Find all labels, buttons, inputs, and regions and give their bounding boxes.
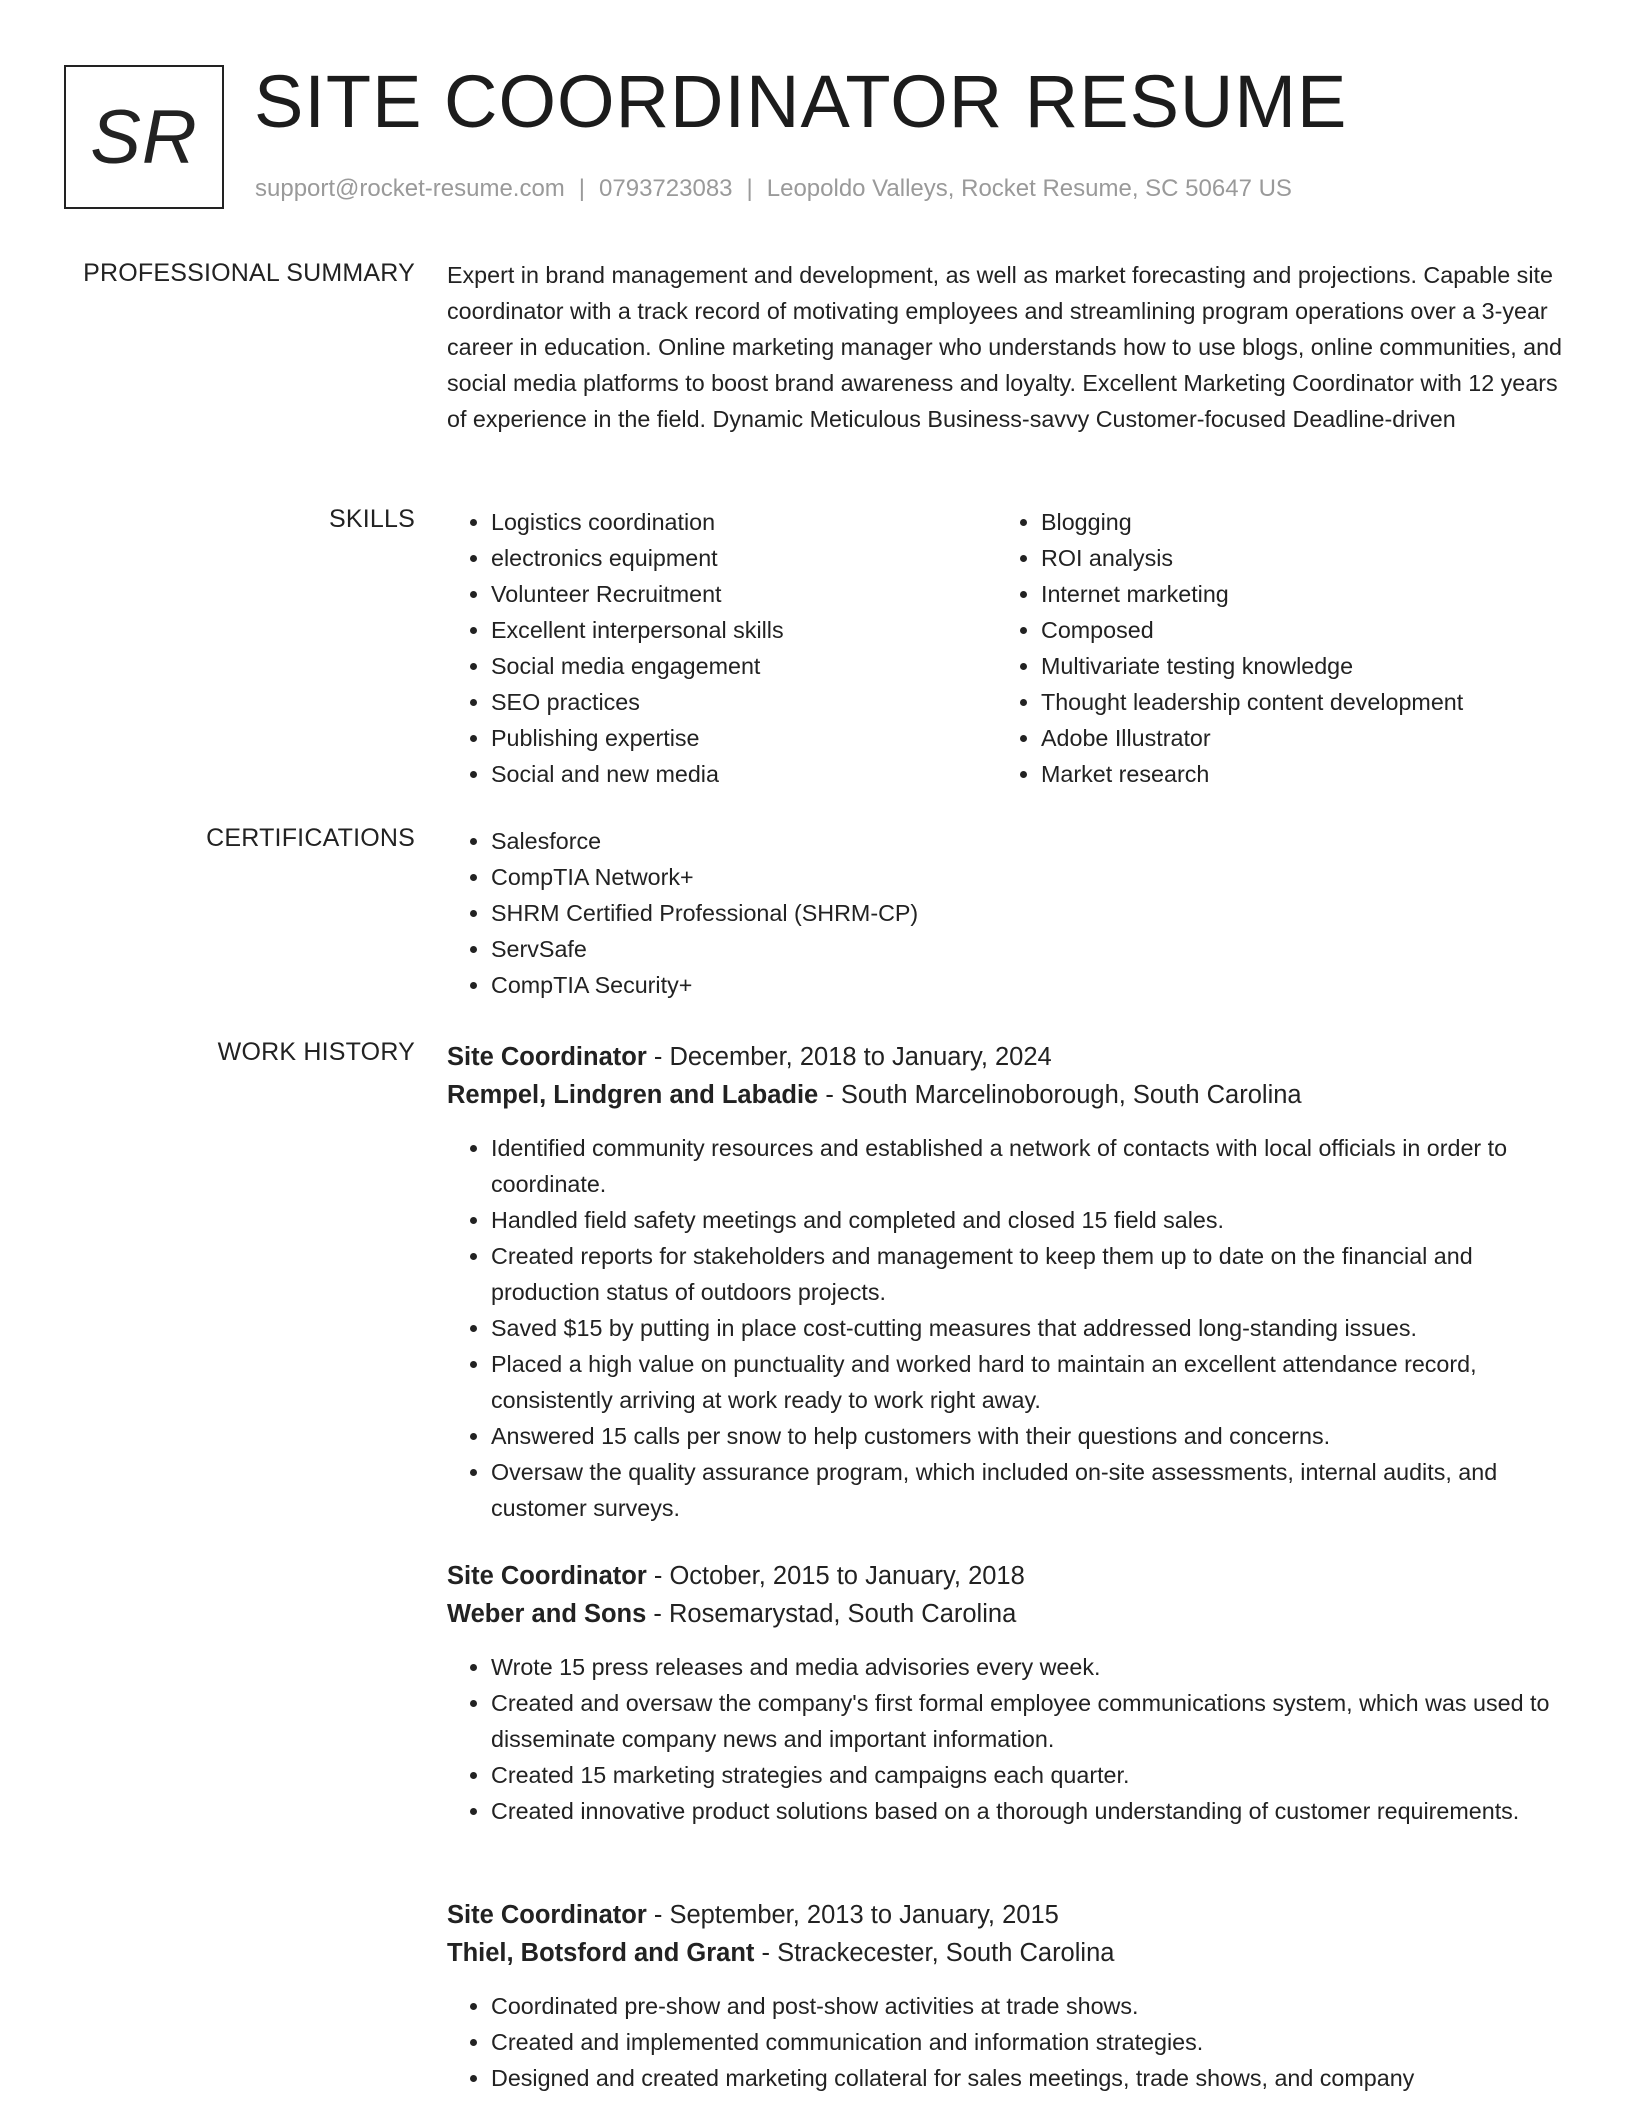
summary-body — [447, 257, 1572, 437]
job-title: Site Coordinator — [447, 1901, 647, 1929]
section-label-skills: SKILLS — [329, 505, 415, 533]
job-entry — [447, 1557, 1572, 1829]
job-dash: - — [818, 1081, 841, 1109]
certification-item: • ServSafe — [491, 931, 1572, 967]
skill-item: • Multivariate testing knowledge — [1041, 648, 1547, 684]
job-location: Strackecester, South Carolina — [777, 1939, 1115, 1967]
job-dash: - — [646, 1901, 670, 1929]
skill-item: • Market research — [1041, 756, 1547, 792]
skill-item: • Blogging — [1041, 504, 1547, 540]
section-label-work-history: WORK HISTORY — [217, 1038, 415, 1066]
job-title-line — [447, 1557, 1572, 1595]
job-company-line — [447, 1076, 1572, 1114]
contact-phone: 0793723083 — [599, 175, 733, 202]
skills-column-left — [447, 504, 997, 792]
resume-header — [64, 60, 1564, 215]
job-dash: - — [646, 1600, 669, 1628]
contact-line — [255, 175, 1292, 203]
contact-separator: | — [746, 175, 753, 202]
summary-text: Expert in brand management and development, as well as market forecasting and projections. Capable site coordinator with a track record of motivating employees and streamlining program operations over a 3-year career in education. Online marketing manager who understands how to use blogs, online communities, and social media platforms to boost brand awareness and loyalty. Excellent Marketing Coordinator with 12 years of experience in the field. Dynamic Meticulous Business-savvy Customer-focused Deadline-driven — [447, 262, 1563, 432]
job-title-line — [447, 1038, 1572, 1076]
skill-item: • Logistics coordination — [491, 504, 997, 540]
job-bullet: • Saved $15 by putting in place cost-cutting measures that addressed long-standing issues. — [491, 1310, 1572, 1346]
skill-item: • Social and new media — [491, 756, 997, 792]
certification-item: • SHRM Certified Professional (SHRM-CP) — [491, 895, 1572, 931]
job-dates: September, 2013 to January, 2015 — [669, 1901, 1059, 1929]
skill-item: • Publishing expertise — [491, 720, 997, 756]
skill-item: • Composed — [1041, 612, 1547, 648]
job-bullet: • Wrote 15 press releases and media advisories every week. — [491, 1649, 1572, 1685]
job-company-line — [447, 1934, 1572, 1972]
job-bullet: • Created innovative product solutions based on a thorough understanding of customer requirements. — [491, 1793, 1572, 1829]
job-bullet: • Answered 15 calls per snow to help customers with their questions and concerns. — [491, 1418, 1572, 1454]
job-bullet: • Created and oversaw the company's first formal employee communications system, which was used to disseminate company news and important information. — [491, 1685, 1572, 1757]
job-entry — [447, 1896, 1572, 2096]
job-title: Site Coordinator — [447, 1043, 647, 1071]
certification-item: • CompTIA Network+ — [491, 859, 1572, 895]
job-bullet: • Handled field safety meetings and completed and closed 15 field sales. — [491, 1202, 1572, 1238]
job-bullet: • Oversaw the quality assurance program, which included on-site assessments, internal audits, and customer surveys. — [491, 1454, 1572, 1526]
job-dash: - — [754, 1939, 778, 1967]
contact-email: support@rocket-resume.com — [255, 175, 565, 202]
job-bullet: • Placed a high value on punctuality and worked hard to maintain an excellent attendance record, consistently arriving at work ready to work right away. — [491, 1346, 1572, 1418]
certification-item: • Salesforce — [491, 823, 1572, 859]
contact-separator: | — [578, 175, 586, 202]
job-bullet: • Created reports for stakeholders and management to keep them up to date on the financial and production status of outdoors projects. — [491, 1238, 1572, 1310]
skill-item: • Adobe Illustrator — [1041, 720, 1547, 756]
job-title-line — [447, 1896, 1572, 1934]
certification-item: • CompTIA Security+ — [491, 967, 1572, 1003]
job-bullet: • Identified community resources and established a network of contacts with local officials in order to coordinate. — [491, 1130, 1572, 1202]
job-dates: October, 2015 to January, 2018 — [669, 1562, 1025, 1590]
job-company: Thiel, Botsford and Grant — [447, 1939, 755, 1967]
resume-title: SITE COORDINATOR RESUME — [254, 60, 1348, 143]
section-label-certifications: CERTIFICATIONS — [206, 824, 415, 852]
job-location: South Marcelinoborough, South Carolina — [840, 1081, 1302, 1109]
monogram-logo: SR — [64, 65, 224, 209]
skill-item: • Excellent interpersonal skills — [491, 612, 997, 648]
job-company: Rempel, Lindgren and Labadie — [447, 1081, 819, 1109]
job-bullet: • Designed and created marketing collateral for sales meetings, trade shows, and company — [491, 2060, 1572, 2096]
job-company-line — [447, 1595, 1572, 1633]
job-bullet: • Coordinated pre-show and post-show activities at trade shows. — [491, 1988, 1572, 2024]
skill-item: • Social media engagement — [491, 648, 997, 684]
job-bullet: • Created 15 marketing strategies and campaigns each quarter. — [491, 1757, 1572, 1793]
contact-address: Leopoldo Valleys, Rocket Resume, SC 50647 US — [766, 175, 1292, 202]
skill-item: • SEO practices — [491, 684, 997, 720]
job-location: Rosemarystad, South Carolina — [669, 1600, 1017, 1628]
job-company: Weber and Sons — [447, 1600, 647, 1628]
skills-column-right — [997, 504, 1547, 792]
skill-item: • Volunteer Recruitment — [491, 576, 997, 612]
job-dash: - — [646, 1043, 670, 1071]
skill-item: • electronics equipment — [491, 540, 997, 576]
skill-item: • Thought leadership content development — [1041, 684, 1547, 720]
job-title: Site Coordinator — [447, 1562, 647, 1590]
skill-item: • ROI analysis — [1041, 540, 1547, 576]
skill-item: • Internet marketing — [1041, 576, 1547, 612]
skills-body — [447, 504, 1572, 792]
job-entry — [447, 1038, 1572, 1526]
section-label-summary: PROFESSIONAL SUMMARY — [83, 259, 415, 287]
job-bullet: • Created and implemented communication and information strategies. — [491, 2024, 1572, 2060]
certifications-body — [447, 823, 1572, 1003]
job-dates: December, 2018 to January, 2024 — [669, 1043, 1052, 1071]
job-dash: - — [646, 1562, 670, 1590]
